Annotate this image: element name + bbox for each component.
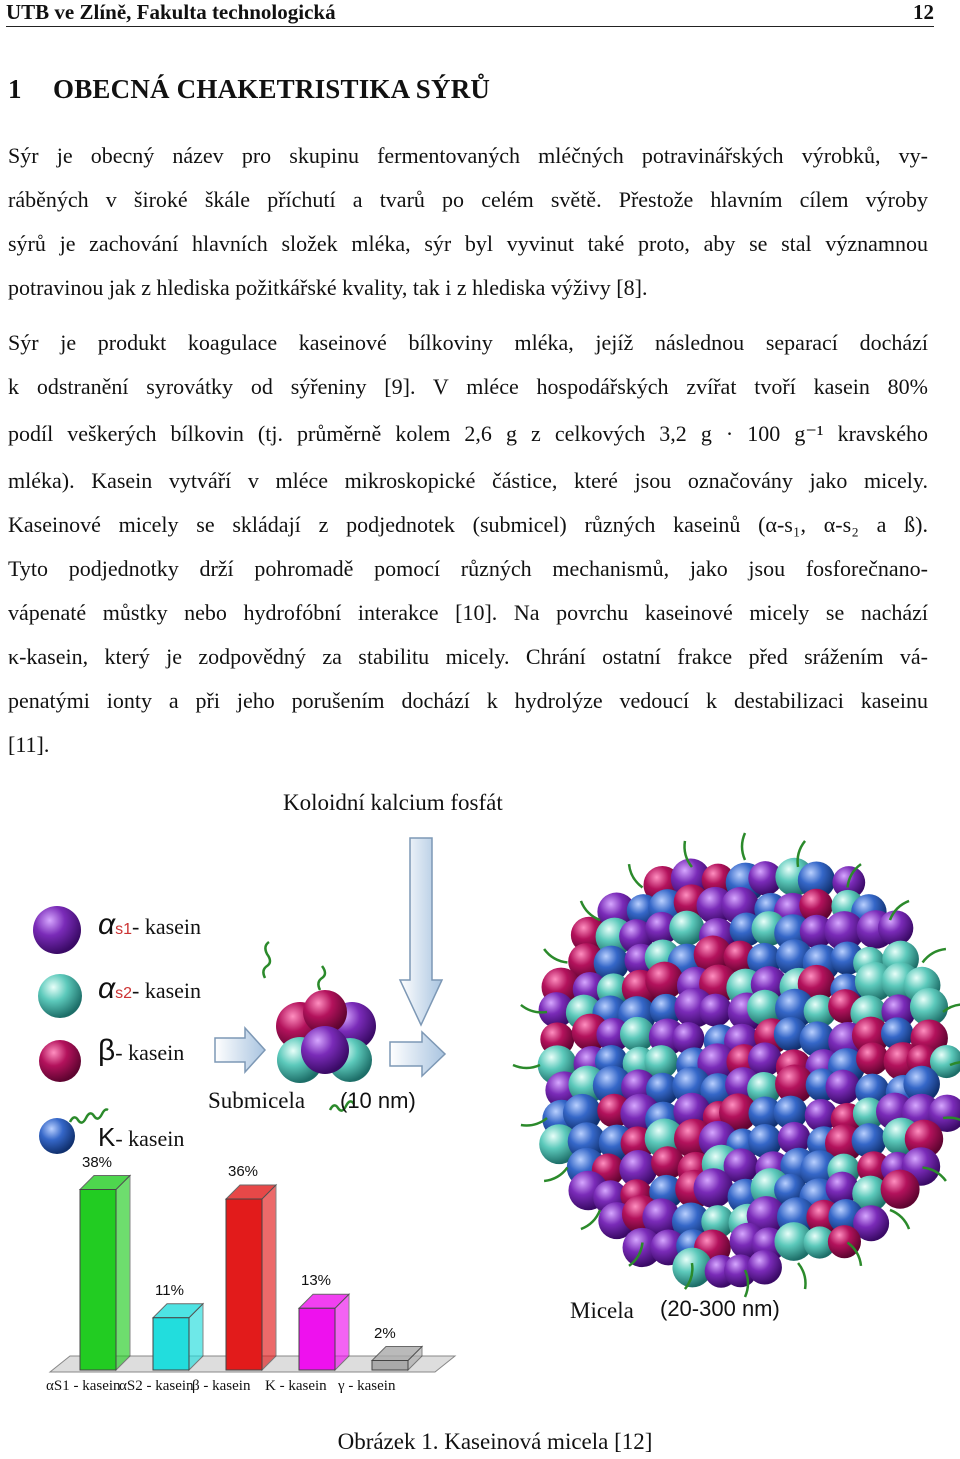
legend-alpha-s1-icon [33,906,81,954]
chapter-title: OBECNÁ CHAKETRISTIKA SÝRŮ [53,74,491,104]
micelle-sphere [693,1168,733,1208]
arrow-right-icon [390,1032,445,1076]
legend-subscript: s1 [115,921,133,938]
legend-symbol: β [98,1034,116,1067]
chart-category-label: αS2 - kasein [119,1378,194,1394]
legend-text: - kasein [132,914,202,939]
paragraph-line: Sýr je produkt koagulace kaseinové bílkoviny mléka, jejíž následnou separací dochází [8,330,928,355]
chart-bar [299,1308,335,1370]
kappa-chain-icon [923,949,946,963]
kappa-chain-icon [544,1168,567,1182]
micelle-sphere [878,910,913,945]
kappa-chain-icon [629,864,643,887]
micelle-sphere [881,1170,920,1209]
kappa-chain-icon [513,1065,540,1068]
figure-graphics [0,780,960,1420]
paragraph-line: potravinou jak z hlediska požitkářské kvality, tak i z hlediska výživy [8]. [8,275,648,300]
micelle-sphere [747,1250,782,1285]
casein-micelle-figure [0,780,960,1420]
legend-symbol: α [98,972,116,1005]
chart-value-label: 38% [82,1153,113,1171]
chapter-number: 1 [8,74,22,104]
legend-beta-icon [39,1040,81,1082]
legend-kappa-label [98,1122,184,1153]
paragraph-line: Tyto podjednotky drží pohromadě pomocí různých mechanismů, jako jsou fosforečnano- [8,556,928,581]
paragraph-line: Sýr je obecný název pro skupinu fermentovaných mléčných potravinářských výrobků, vy- [8,143,928,168]
kappa-chain-icon [890,1210,909,1229]
chart-bar [226,1199,262,1370]
paragraph-line: vápenaté můstky nebo hydrofóbní interakce [10]. Na povrchu kaseinové micely se nachází [8,600,928,625]
kappa-chain-icon [544,949,567,963]
legend-alpha-s1-label [98,908,201,942]
chart-bar [153,1318,189,1370]
submicela-size: (10 nm) [340,1088,416,1113]
chart-value-label: 13% [301,1272,332,1290]
paragraph-line: podíl veškerých bílkovin (tj. průměrně kolem 2,6 g z celkových 3,2 g · 100 g⁻¹ kravského [8,421,928,446]
arrow-right-icon [215,1028,265,1072]
micelle-sphere [669,911,704,946]
paragraph-1 [8,134,928,310]
chart-value-label: 36% [228,1163,259,1180]
colloid-label: Koloidní kalcium fosfát [283,790,503,815]
legend-subscript: s2 [115,985,133,1002]
paragraph-line: ráběných v široké škále příchutí a tvarů po celém světě. Přestože hlavním cílem výroby [8,187,928,212]
chapter-heading [8,74,490,105]
paragraph-line: Kaseinové micely se skládají z podjednotek (submicel) různých kaseinů (α-s₁, α-s₂ a ß). [8,512,928,537]
micelle-sphere [699,994,732,1027]
paragraph-line: penatými ionty a při jeho porušením dochází k hydrolýze vedoucí k destabilizaci kaseinu [8,688,928,713]
chart-category-label: αS1 - kasein [46,1378,121,1394]
submicelle-cluster [276,966,376,1083]
chart-bar [80,1190,116,1371]
paragraph-line: k odstranění syrovátky od sýřeniny [9]. V mléce hospodářských zvířat tvoří kasein 80% [8,374,928,399]
kappa-chain-icon [798,1263,805,1289]
micela-label: Micela [570,1298,634,1323]
legend-symbol: K [98,1122,116,1152]
chart-category-label: γ - kasein [338,1378,396,1394]
kappa-chain-icon [581,1210,600,1229]
bar-chart [50,1176,455,1373]
submicela-label: Submicela [208,1088,306,1113]
chart-bar-side [116,1176,130,1371]
page-header [6,0,934,27]
micela-size: (20-300 nm) [660,1296,780,1321]
legend-symbol: α [98,908,116,941]
chart-value-label: 11% [155,1281,184,1299]
legend-text: - kasein [132,978,202,1003]
chart-bar [372,1361,408,1371]
paragraph-line: κ-kasein, který je zodpovědný za stabilitu micely. Chrání ostatní frakce před srážením vá- [8,644,928,669]
paragraph-2 [8,321,928,767]
paragraph-line: sýrů je zachování hlavních složek mléka, sýr byl vyvinut také proto, aby se stal významnou [8,231,928,256]
kappa-chain-icon [263,942,270,978]
figure-caption: Obrázek 1. Kaseinová micela [12] [337,1429,653,1454]
arrow-down-icon [400,838,442,1025]
legend-alpha-s2-label [98,972,201,1006]
header-institution: UTB ve Zlíně, Fakulta technologická [6,0,336,24]
legend-text: - kasein [115,1040,185,1065]
header-page-number: 12 [913,0,934,24]
micelle-sphere [825,1070,860,1105]
paragraph-line: mléka). Kasein vytváří v mléce mikroskopické částice, které jsou označovány jako micely. [8,468,928,493]
legend-alpha-s2-icon [38,974,82,1018]
chart-bar-side [262,1185,276,1370]
legend-text: - kasein [115,1126,185,1151]
paragraph-line: [11]. [8,732,50,757]
kappa-chain-icon [742,833,745,860]
micelle-cluster [513,833,960,1297]
chart-category-label: β - kasein [192,1378,251,1394]
chart-value-label: 2% [374,1324,396,1342]
chart-category-label: K - kasein [265,1378,327,1394]
legend-beta-label [98,1034,184,1068]
